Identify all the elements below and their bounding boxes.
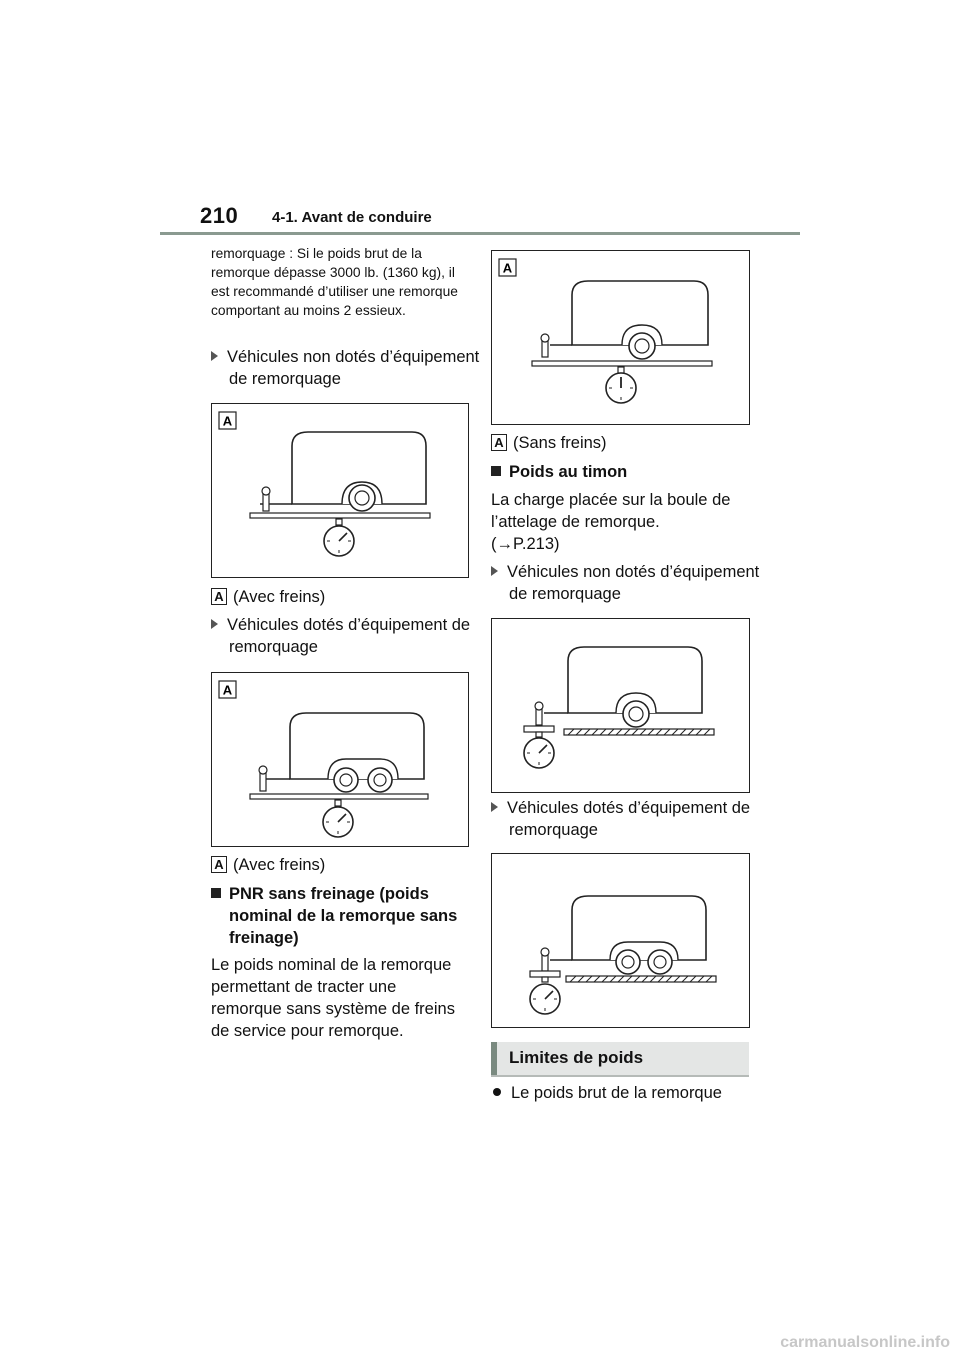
arrow-bullet-icon <box>491 802 498 812</box>
list-item <box>493 1082 749 1104</box>
fig-label: A <box>502 260 513 276</box>
label-a-box <box>499 259 516 276</box>
caption-text: (Sans freins) <box>513 434 607 452</box>
square-bullet-icon <box>491 466 501 476</box>
figure-tongue-weight-single-axle <box>491 618 750 793</box>
heading-text: PNR sans freinage (poids nominal de la remorque sans freinage) <box>229 885 458 947</box>
section-title: 4-1. Avant de conduire <box>272 209 432 226</box>
limits-title: Limites de poids <box>509 1048 644 1067</box>
square-bullet-icon <box>211 888 221 898</box>
ground-platform <box>250 513 430 518</box>
caption <box>491 432 607 454</box>
list-item-label: Véhicules dotés d’équipement de remorquage <box>227 616 471 656</box>
arrow-bullet-icon <box>211 619 218 629</box>
arrow-bullet-icon <box>491 566 498 576</box>
ref-arrow-icon: → <box>496 535 513 553</box>
figure-trailer-single-axle-no-brakes <box>491 250 750 425</box>
page-number: 210 <box>200 203 239 228</box>
limits-section-heading <box>491 1042 749 1076</box>
list-item-label: Le poids brut de la remorque <box>511 1084 722 1102</box>
timon-paragraph: La charge placée sur la boule de l’attelage de remorque. (→P.213) <box>491 491 731 553</box>
label-a-box <box>219 681 236 698</box>
pnr-paragraph: Le poids nominal de la remorque permettant de tracter une remorque sans système de freins de service pour remorque. <box>211 956 455 1040</box>
intro-text: remorquage : Si le poids brut de la remorque dépasse 3000 lb. (1360 kg), il est recommandé d’utiliser une remorque comportant au moins 2 essieux. <box>211 246 458 318</box>
figure-trailer-tandem-axle-brakes <box>211 672 469 847</box>
arrow-bullet-icon <box>211 351 218 361</box>
ground-platform <box>532 361 712 366</box>
caption-text: (Avec freins) <box>233 588 326 606</box>
header-rule <box>160 232 800 235</box>
fig-label: A <box>222 413 233 429</box>
list-item <box>491 561 767 605</box>
figure-tongue-weight-tandem-axle <box>491 853 750 1028</box>
heading-text: Poids au timon <box>509 463 628 481</box>
watermark: carmanualsonline.info <box>780 1334 950 1351</box>
dot-bullet-icon <box>493 1088 501 1096</box>
heading-pnr <box>211 883 485 949</box>
label-a-box: A <box>211 856 227 873</box>
timon-text: La charge placée sur la boule de l’attelage de remorque. <box>491 491 731 531</box>
hatched-ground <box>564 729 714 735</box>
figure-trailer-single-axle-brakes <box>211 403 469 578</box>
list-item-label: Véhicules non dotés d’équipement de remorquage <box>507 563 760 603</box>
page-reference[interactable]: P.213 <box>513 535 554 553</box>
label-a-box: A <box>491 434 507 451</box>
label-a-box: A <box>211 588 227 605</box>
list-item-label: Véhicules dotés d’équipement de remorquage <box>507 799 751 839</box>
list-item <box>491 797 767 841</box>
ground-platform <box>250 794 428 799</box>
limits-rule <box>491 1075 749 1077</box>
list-item <box>211 614 485 658</box>
caption-text: (Avec freins) <box>233 856 326 874</box>
caption <box>211 586 325 608</box>
caption <box>211 854 325 876</box>
label-a-box <box>219 412 236 429</box>
fig-label: A <box>222 682 233 698</box>
list-item-label: Véhicules non dotés d’équipement de remorquage <box>227 348 480 388</box>
heading-poids-timon <box>491 461 767 483</box>
hatched-ground <box>566 976 716 982</box>
list-item <box>211 346 485 390</box>
